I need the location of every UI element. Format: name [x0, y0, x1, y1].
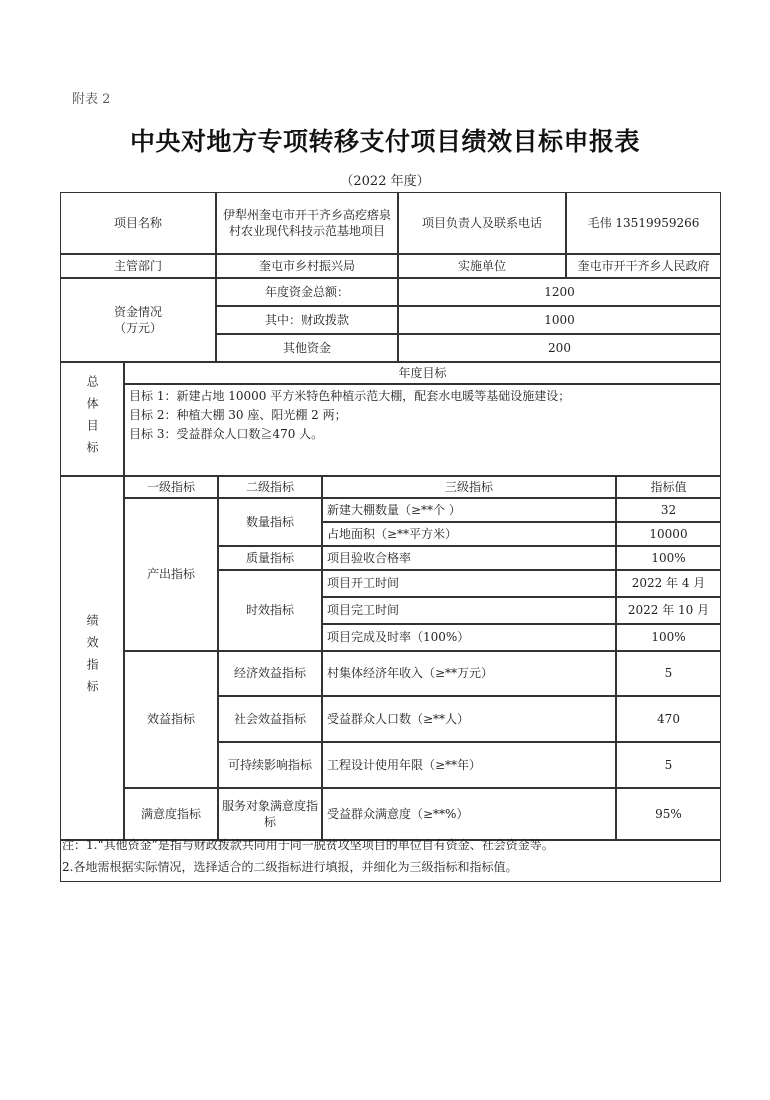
economic-benefit-indicator: 经济效益指标: [218, 651, 322, 696]
goal-item: 目标 2：种植大棚 30 座、阳光棚 2 两；: [129, 408, 347, 423]
funds-fiscal-value: 1000: [398, 306, 721, 334]
form-year: （2022 年度）: [340, 174, 430, 189]
contact-value: 毛伟 13519959266: [566, 192, 721, 254]
funds-label-line2: （万元）: [113, 321, 162, 335]
indicator-name: 项目完工时间: [322, 597, 616, 624]
timeliness-indicator: 时效指标: [218, 570, 322, 651]
indicator-value: 95%: [616, 788, 721, 840]
project-name-value: 伊犁州奎屯市开干齐乡高疙瘩泉村农业现代科技示范基地项目: [216, 192, 398, 254]
impl-label: 实施单位: [398, 254, 566, 278]
header-value: 指标值: [616, 476, 721, 498]
indicator-value: 100%: [616, 546, 721, 570]
funds-other-value: 200: [398, 334, 721, 362]
funds-label: [60, 278, 216, 362]
overall-goal-label-text: 总体目标: [85, 375, 100, 463]
indicator-name: 项目验收合格率: [322, 546, 616, 570]
indicator-value: 470: [616, 696, 721, 742]
indicator-name: 受益群众满意度（≥**%）: [322, 788, 616, 840]
overall-goal-label: [60, 362, 124, 476]
indicator-value: 5: [616, 742, 721, 788]
annual-goal-list: [124, 384, 721, 476]
attachment-number: 附表 2: [72, 92, 111, 107]
service-satisfaction-indicator: 服务对象满意度指标: [218, 788, 322, 840]
funds-other-label: 其他资金: [216, 334, 398, 362]
impl-value: 奎屯市开干齐乡人民政府: [566, 254, 721, 278]
indicator-value: 100%: [616, 624, 721, 651]
goal-item: 目标 1：新建占地 10000 平方米特色种植示范大棚，配套水电暖等基础设施建设；: [129, 389, 571, 403]
indicator-name: 村集体经济年收入（≥**万元）: [322, 651, 616, 696]
header-level1: 一级指标: [124, 476, 218, 498]
annual-goal-header: 年度目标: [124, 362, 721, 384]
indicator-value: 5: [616, 651, 721, 696]
performance-form-table: [60, 192, 721, 877]
output-indicator: 产出指标: [124, 498, 218, 651]
dept-label: 主管部门: [60, 254, 216, 278]
quality-indicator: 质量指标: [218, 546, 322, 570]
indicator-name: 受益群众人口数（≥**人）: [322, 696, 616, 742]
indicator-name: 工程设计使用年限（≥**年）: [322, 742, 616, 788]
performance-indicator-label-text: 绩效指标: [85, 614, 100, 702]
goal-item: 目标 3：受益群众人口数≧470 人。: [129, 427, 324, 442]
indicator-value: 2022 年 10 月: [616, 597, 721, 624]
performance-indicator-label: [60, 476, 124, 840]
indicator-name: 项目开工时间: [322, 570, 616, 597]
indicator-name: 新建大棚数量（≥**个 ）: [322, 498, 616, 522]
note-line: 2.各地需根据实际情况，选择适合的二级指标进行填报，并细化为三级指标和指标值。: [62, 859, 518, 874]
funds-total-label: 年度资金总额：: [216, 278, 398, 306]
indicator-name: 占地面积（≥**平方米）: [322, 522, 616, 546]
notes: [62, 835, 554, 878]
contact-label: 项目负责人及联系电话: [398, 192, 566, 254]
header-level2: 二级指标: [218, 476, 322, 498]
funds-total-value: 1200: [398, 278, 721, 306]
dept-value: 奎屯市乡村振兴局: [216, 254, 398, 278]
satisfaction-indicator: 满意度指标: [124, 788, 218, 840]
funds-fiscal-label: 其中：财政拨款: [216, 306, 398, 334]
quantity-indicator: 数量指标: [218, 498, 322, 546]
header-level3: 三级指标: [322, 476, 616, 498]
funds-label-line1: 资金情况: [113, 304, 162, 319]
benefit-indicator: 效益指标: [124, 651, 218, 788]
indicator-value: 10000: [616, 522, 721, 546]
form-title: 中央对地方专项转移支付项目绩效目标申报表: [129, 127, 640, 156]
note-line: 注：1.“其他资金”是指与财政拨款共同用于同一脱贫攻坚项目的单位自有资金、社会资金等。: [62, 838, 554, 852]
social-benefit-indicator: 社会效益指标: [218, 696, 322, 742]
indicator-name: 项目完成及时率（100%）: [322, 624, 616, 651]
project-name-label: 项目名称: [60, 192, 216, 254]
sustainability-indicator: 可持续影响指标: [218, 742, 322, 788]
indicator-value: 2022 年 4 月: [616, 570, 721, 597]
indicator-value: 32: [616, 498, 721, 522]
